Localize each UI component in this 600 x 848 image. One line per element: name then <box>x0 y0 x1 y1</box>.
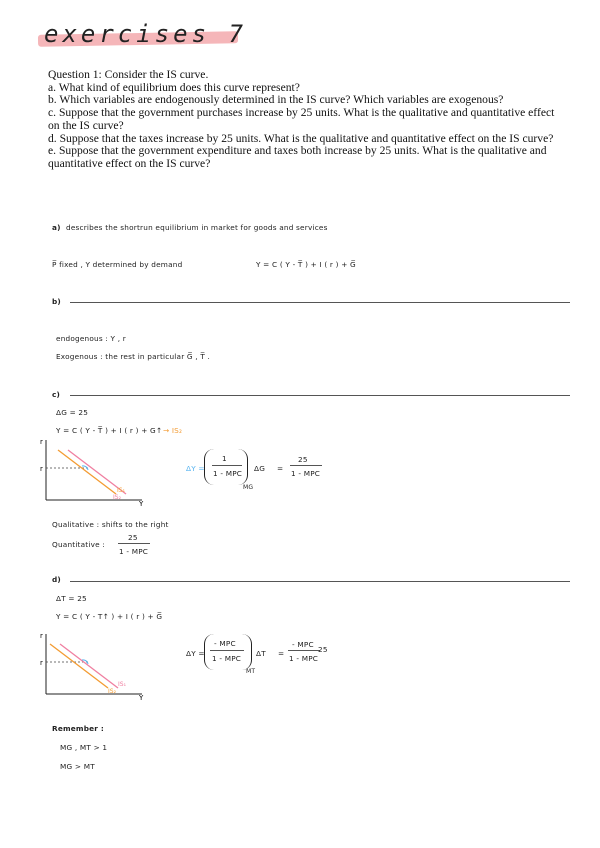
question-item-d: d. Suppose that the taxes increase by 25 units. What is the qualitative and quantitative effect on the IS curve? <box>48 131 554 145</box>
result-c-denominator: 1 - MPC <box>291 469 321 478</box>
question-intro: Question 1: Consider the IS curve. <box>48 68 209 81</box>
answer-a-label: a) <box>52 223 61 232</box>
section-c-divider <box>70 395 570 396</box>
result-d-denominator: 1 - MPC <box>289 654 319 663</box>
answer-c-arrow-note: → IS₂ <box>163 426 183 435</box>
graph-c-axis-y-label: r <box>40 438 43 446</box>
page-title-block <box>38 20 247 52</box>
question-item-e: e. Suppose that the government expenditure and taxes both increase by 25 units. What is the qualitative and quantitative effect on the IS curve? <box>48 144 547 170</box>
answer-c-delta: ΔG = 25 <box>56 408 89 417</box>
answer-c-quant-denominator: 1 - MPC <box>119 547 149 556</box>
formula-c-fraction-bar <box>212 465 242 466</box>
answer-c-quant-numerator: 25 <box>128 533 138 542</box>
answer-b-label: b) <box>52 297 61 306</box>
result-d-numerator: - MPC <box>292 640 314 649</box>
graph-d-is2-line <box>50 644 108 688</box>
question-block <box>48 69 563 171</box>
answer-d-delta: ΔT = 25 <box>56 594 87 603</box>
formula-d-fraction-bar <box>210 650 244 651</box>
graph-c-is2-label: IS₂ <box>113 494 121 501</box>
section-d-divider <box>70 581 570 582</box>
answer-d-equation: Y = C ( Y - T↑ ) + I ( r ) + G̅ <box>56 612 163 621</box>
answer-a-line2-right: Y = C ( Y - T̅ ) + I ( r ) + G̅ <box>256 260 356 269</box>
graph-d-is1-line <box>60 644 118 688</box>
graph-c-is1-line <box>58 450 116 494</box>
result-d-fraction-bar <box>288 650 320 651</box>
remember-label: Remember : <box>52 724 104 733</box>
formula-d-lhs: ΔY = <box>186 649 205 658</box>
answer-d-label: d) <box>52 575 61 584</box>
answer-c-label: c) <box>52 390 61 399</box>
is-graph-d <box>38 630 150 702</box>
formula-d-multiplier: ΔT <box>256 649 266 658</box>
graph-d-axis-y-label: r <box>40 632 43 640</box>
answer-c-equation: Y = C ( Y - T̅ ) + I ( r ) + G↑ <box>56 426 163 435</box>
answer-b-exogenous: Exogenous : the rest in particular G̅ , T̅ . <box>56 352 211 361</box>
graph-c-axis-x-label: Y <box>139 500 144 508</box>
result-c-fraction-bar <box>290 465 322 466</box>
question-item-c: c. Suppose that the government purchases increase by 25 units. What is the qualitative and quantitative effect on the IS curve? <box>48 106 555 132</box>
formula-d-equals: = <box>278 649 285 658</box>
question-item-a: a. What kind of equilibrium does this curve represent? <box>48 80 300 94</box>
graph-d-is1-label: IS₁ <box>118 681 126 688</box>
answer-c-qualitative: Qualitative : shifts to the right <box>52 520 169 529</box>
graph-d-is2-label: IS₂ <box>108 688 116 695</box>
result-d-multiplier: 25 <box>318 645 328 654</box>
graph-d-r-label: r <box>40 659 43 667</box>
answer-b-endogenous: endogenous : Y , r <box>56 334 126 343</box>
section-b-divider <box>70 302 570 303</box>
formula-c-multiplier: ΔG <box>254 464 266 473</box>
answer-c-quant-fraction-bar <box>118 543 150 544</box>
formula-c-under-label: MG <box>243 484 254 491</box>
formula-c-numerator: 1 <box>222 454 227 463</box>
formula-d-numerator: - MPC <box>214 639 236 648</box>
is-graph-c <box>38 436 150 508</box>
graph-c-r-label: r <box>40 465 43 473</box>
answer-a-line1: describes the shortrun equilibrium in market for goods and services <box>66 223 328 232</box>
graph-c-is1-label: IS₁ <box>117 487 125 494</box>
graph-d-axis-x-label: Y <box>139 694 144 702</box>
formula-c-lhs: ΔY = <box>186 464 205 473</box>
page-title: exercises 7 <box>44 20 247 48</box>
formula-c-equals: = <box>277 464 284 473</box>
result-c-numerator: 25 <box>298 455 308 464</box>
answer-a-line2-left: P̅ fixed , Y determined by demand <box>52 260 183 269</box>
answer-c-quantitative-label: Quantitative : <box>52 540 105 549</box>
question-item-b: b. Which variables are endogenously determined in the IS curve? Which variables are exogenous? <box>48 93 504 107</box>
formula-d-denominator: 1 - MPC <box>212 654 242 663</box>
formula-c-denominator: 1 - MPC <box>213 469 243 478</box>
formula-d-under-label: MT <box>246 668 256 675</box>
remember-line2: MG > MT <box>60 762 95 771</box>
remember-line1: MG , MT > 1 <box>60 743 108 752</box>
